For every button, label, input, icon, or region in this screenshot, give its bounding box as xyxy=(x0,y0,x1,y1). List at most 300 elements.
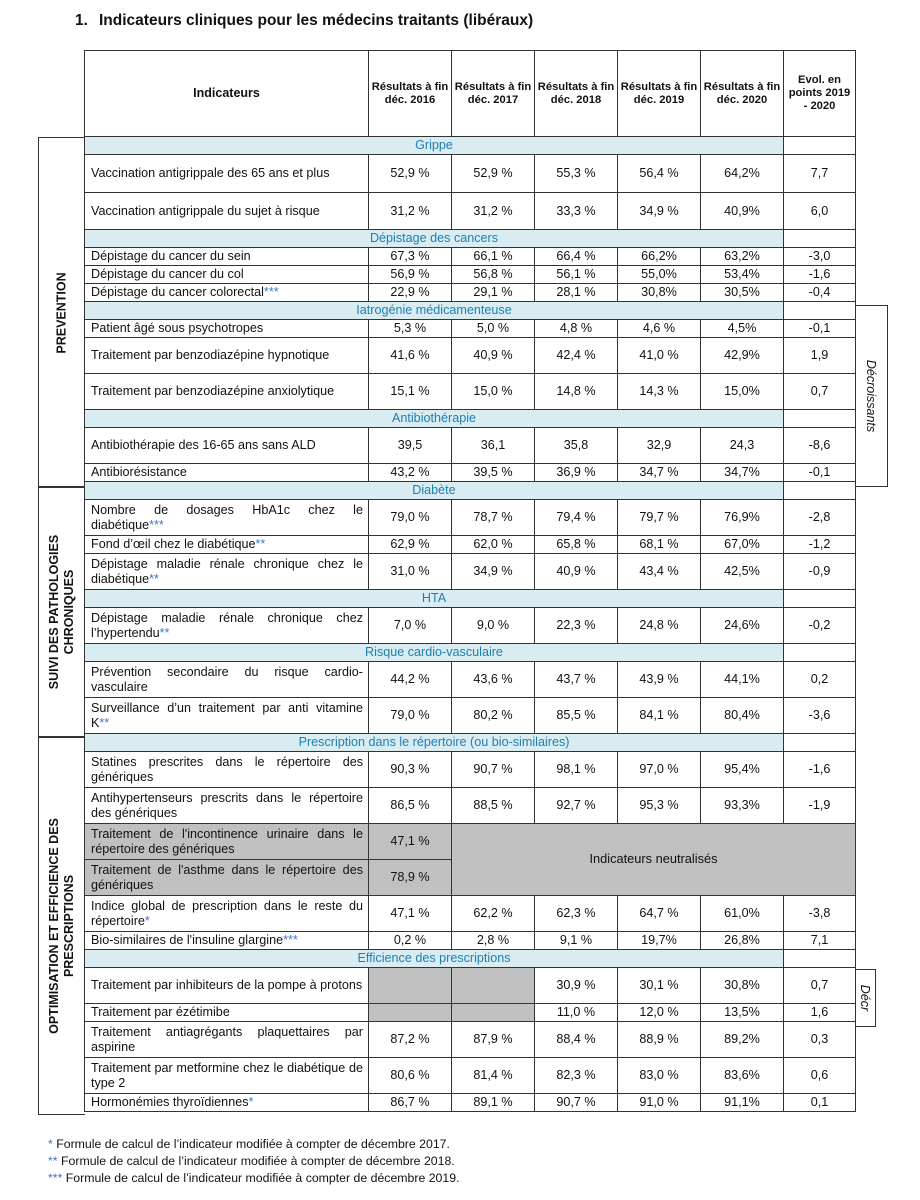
row-label xyxy=(85,698,369,734)
cell-2020: 95,4% xyxy=(701,752,784,788)
cell-2020: 89,2% xyxy=(701,1022,784,1058)
cell-2018: 90,7 % xyxy=(535,1094,618,1112)
cell-evol: -0,1 xyxy=(784,320,856,338)
row-label xyxy=(85,248,369,266)
section-row xyxy=(85,410,856,428)
row-label-text: Antibiorésistance xyxy=(91,465,187,480)
cell-2018: 79,4 % xyxy=(535,500,618,536)
cell-2019: 97,0 % xyxy=(618,752,701,788)
row-label xyxy=(85,338,369,374)
cell-evol: -3,0 xyxy=(784,248,856,266)
row-label-text: Dépistage maladie rénale chronique chez l’hypertendu xyxy=(91,611,363,640)
table-row xyxy=(85,428,856,464)
section-spacer xyxy=(784,410,856,428)
row-label-text: Traitement antiagrégants plaquettaires par aspirine xyxy=(91,1025,363,1054)
row-star: ** xyxy=(99,715,110,730)
cell-evol: 7,1 xyxy=(784,932,856,950)
table-row xyxy=(85,752,856,788)
cell-evol: -1,2 xyxy=(784,536,856,554)
table-row xyxy=(85,536,856,554)
cell-2019: 79,7 % xyxy=(618,500,701,536)
cell-evol: 7,7 xyxy=(784,155,856,193)
cell-2017: 36,1 xyxy=(452,428,535,464)
cell-evol: 0,1 xyxy=(784,1094,856,1112)
cell-2017: 88,5 % xyxy=(452,788,535,824)
cell-2016: 86,5 % xyxy=(369,788,452,824)
cell-2017: 43,6 % xyxy=(452,662,535,698)
cell-2020: 67,0% xyxy=(701,536,784,554)
table-row xyxy=(85,788,856,824)
row-label-text: Traitement par ézétimibe xyxy=(91,1005,230,1020)
table-row xyxy=(85,1022,856,1058)
cell-2018: 35,8 xyxy=(535,428,618,464)
cell-2017: 29,1 % xyxy=(452,284,535,302)
page-title xyxy=(75,12,533,30)
cell-2016: 31,0 % xyxy=(369,554,452,590)
footnote-text: Formule de calcul de l’indicateur modifiée à compter de décembre 2018. xyxy=(61,1154,455,1168)
cell-2019: 34,7 % xyxy=(618,464,701,482)
cell-2017: 40,9 % xyxy=(452,338,535,374)
row-label-text: Traitement par benzodiazépine anxiolytique xyxy=(91,384,335,399)
row-star: *** xyxy=(283,933,298,948)
table-row xyxy=(85,1004,856,1022)
decr-label: Décr xyxy=(858,984,872,1012)
footnote-text: Formule de calcul de l’indicateur modifiée à compter de décembre 2019. xyxy=(65,1171,460,1185)
neutralized-cell: Indicateurs neutralisés xyxy=(452,824,856,896)
row-star: *** xyxy=(263,285,279,300)
cell-2019: 91,0 % xyxy=(618,1094,701,1112)
table-row xyxy=(85,248,856,266)
row-label-text: Statines prescrites dans le répertoire des génériques xyxy=(91,755,363,784)
group-optim-line1: OPTIMISATION ET EFFICIENCE DES xyxy=(47,817,61,1034)
table-row xyxy=(85,608,856,644)
cell-2019: 19,7% xyxy=(618,932,701,950)
cell-2018: 42,4 % xyxy=(535,338,618,374)
row-label xyxy=(85,1058,369,1094)
cell-2020: 64,2% xyxy=(701,155,784,193)
group-prevention xyxy=(38,137,85,488)
decroissants-label: Décroissants xyxy=(864,359,878,433)
cell-evol: -0,1 xyxy=(784,464,856,482)
footnote-text: Formule de calcul de l’indicateur modifiée à compter de décembre 2017. xyxy=(56,1137,450,1151)
group-suivi xyxy=(38,486,85,738)
cell-2017: 89,1 % xyxy=(452,1094,535,1112)
row-label xyxy=(85,968,369,1004)
group-optim-line2: PRESCRIPTIONS xyxy=(62,874,76,977)
cell-2018: 56,1 % xyxy=(535,266,618,284)
row-label-text: Hormonémies thyroïdiennes xyxy=(91,1095,249,1110)
cell-2017: 90,7 % xyxy=(452,752,535,788)
cell-2020: 4,5% xyxy=(701,320,784,338)
table-row xyxy=(85,932,856,950)
cell-2020: 44,1% xyxy=(701,662,784,698)
cell-2017: 66,1 % xyxy=(452,248,535,266)
cell-2019: 41,0 % xyxy=(618,338,701,374)
row-star: * xyxy=(144,913,150,928)
cell-evol: 0,2 xyxy=(784,662,856,698)
table-row xyxy=(85,698,856,734)
table-row xyxy=(85,500,856,536)
header-2020: Résultats à fin déc. 2020 xyxy=(701,51,784,137)
row-label-text: Vaccination antigrippale des 65 ans et plus xyxy=(91,166,330,181)
row-label xyxy=(85,554,369,590)
row-label xyxy=(85,608,369,644)
cell-2016-empty xyxy=(369,968,452,1004)
cell-2017: 62,2 % xyxy=(452,896,535,932)
cell-2017: 87,9 % xyxy=(452,1022,535,1058)
row-star: ** xyxy=(149,571,159,586)
cell-2017: 9,0 % xyxy=(452,608,535,644)
footnote xyxy=(48,1170,460,1187)
cell-2020: 91,1% xyxy=(701,1094,784,1112)
table-row xyxy=(85,155,856,193)
cell-2016: 86,7 % xyxy=(369,1094,452,1112)
row-label-text: Vaccination antigrippale du sujet à risque xyxy=(91,203,320,218)
cell-2016: 62,9 % xyxy=(369,536,452,554)
row-label-text: Dépistage du cancer colorectal xyxy=(91,285,264,300)
cell-evol: 0,7 xyxy=(784,374,856,410)
cell-2020: 76,9% xyxy=(701,500,784,536)
table-row xyxy=(85,464,856,482)
section-spacer xyxy=(784,482,856,500)
section-spacer xyxy=(784,590,856,608)
cell-2016: 47,1 % xyxy=(369,824,452,860)
header-evol: Evol. en points 2019 - 2020 xyxy=(784,51,856,137)
row-label xyxy=(85,374,369,410)
section-depistage: Dépistage des cancers xyxy=(85,230,784,248)
section-row xyxy=(85,482,856,500)
cell-2020: 93,3% xyxy=(701,788,784,824)
group-suivi-line1: SUIVI DES PATHOLOGIES xyxy=(47,534,61,690)
cell-2016: 56,9 % xyxy=(369,266,452,284)
indicators-table xyxy=(84,50,856,1112)
cell-2018: 92,7 % xyxy=(535,788,618,824)
row-label xyxy=(85,896,369,932)
section-row xyxy=(85,302,856,320)
row-star: ** xyxy=(159,625,170,640)
cell-evol: -8,6 xyxy=(784,428,856,464)
cell-2016: 22,9 % xyxy=(369,284,452,302)
cell-2019: 55,0% xyxy=(618,266,701,284)
row-label xyxy=(85,500,369,536)
cell-2017: 39,5 % xyxy=(452,464,535,482)
cell-2018: 98,1 % xyxy=(535,752,618,788)
cell-2020: 13,5% xyxy=(701,1004,784,1022)
section-iatrogenie: Iatrogénie médicamenteuse xyxy=(85,302,784,320)
table-row xyxy=(85,1058,856,1094)
cell-evol: -3,6 xyxy=(784,698,856,734)
cell-2020: 40,9% xyxy=(701,193,784,230)
section-spacer xyxy=(784,137,856,155)
cell-2017: 81,4 % xyxy=(452,1058,535,1094)
group-decr xyxy=(855,969,876,1027)
section-risque: Risque cardio-vasculaire xyxy=(85,644,784,662)
header-indicateurs: Indicateurs xyxy=(85,51,369,137)
table-row xyxy=(85,284,856,302)
group-suivi-line2: CHRONIQUES xyxy=(62,569,76,655)
cell-2018: 40,9 % xyxy=(535,554,618,590)
cell-evol: 0,6 xyxy=(784,1058,856,1094)
cell-2018: 36,9 % xyxy=(535,464,618,482)
cell-evol: -2,8 xyxy=(784,500,856,536)
cell-evol: 1,9 xyxy=(784,338,856,374)
section-row xyxy=(85,950,856,968)
cell-2018: 11,0 % xyxy=(535,1004,618,1022)
cell-2020: 80,4% xyxy=(701,698,784,734)
cell-2016: 0,2 % xyxy=(369,932,452,950)
row-label-text: Traitement par inhibiteurs de la pompe à protons xyxy=(91,978,363,993)
section-hta: HTA xyxy=(85,590,784,608)
cell-2016: 90,3 % xyxy=(369,752,452,788)
section-row xyxy=(85,590,856,608)
cell-2020: 53,4% xyxy=(701,266,784,284)
cell-2020: 30,5% xyxy=(701,284,784,302)
row-label-text: Dépistage maladie rénale chronique chez le diabétique xyxy=(91,557,363,586)
cell-2019: 43,9 % xyxy=(618,662,701,698)
cell-2016: 43,2 % xyxy=(369,464,452,482)
cell-evol: -1,9 xyxy=(784,788,856,824)
row-label-text: Surveillance d’un traitement par anti vitamine K xyxy=(91,701,363,730)
row-label xyxy=(85,824,369,860)
cell-2018: 33,3 % xyxy=(535,193,618,230)
cell-evol: 0,7 xyxy=(784,968,856,1004)
table-row xyxy=(85,338,856,374)
cell-2019: 66,2% xyxy=(618,248,701,266)
section-row xyxy=(85,644,856,662)
section-diabete: Diabète xyxy=(85,482,784,500)
row-label-text: Dépistage du cancer du col xyxy=(91,267,244,282)
section-spacer xyxy=(784,734,856,752)
cell-2017: 80,2 % xyxy=(452,698,535,734)
cell-2020: 61,0% xyxy=(701,896,784,932)
section-grippe: Grippe xyxy=(85,137,784,155)
cell-2018: 66,4 % xyxy=(535,248,618,266)
cell-2016: 39,5 xyxy=(369,428,452,464)
row-label xyxy=(85,1022,369,1058)
section-prescription: Prescription dans le répertoire (ou bio-similaires) xyxy=(85,734,784,752)
row-label-text: Prévention secondaire du risque cardio-vasculaire xyxy=(91,665,363,694)
row-label xyxy=(85,752,369,788)
row-label xyxy=(85,428,369,464)
cell-2018: 55,3 % xyxy=(535,155,618,193)
section-spacer xyxy=(784,230,856,248)
cell-2017: 15,0 % xyxy=(452,374,535,410)
cell-evol: -0,4 xyxy=(784,284,856,302)
cell-2019: 30,8% xyxy=(618,284,701,302)
cell-2018: 43,7 % xyxy=(535,662,618,698)
row-label-text: Traitement par benzodiazépine hypnotique xyxy=(91,348,330,363)
cell-2020: 24,6% xyxy=(701,608,784,644)
cell-evol: -0,2 xyxy=(784,608,856,644)
row-star: *** xyxy=(149,517,164,532)
group-optim-label xyxy=(47,818,77,1034)
cell-2020: 34,7% xyxy=(701,464,784,482)
cell-2016: 15,1 % xyxy=(369,374,452,410)
row-label-text: Indice global de prescription dans le reste du répertoire xyxy=(91,899,363,928)
cell-2020: 42,9% xyxy=(701,338,784,374)
cell-2016: 79,0 % xyxy=(369,500,452,536)
cell-2017-empty xyxy=(452,1004,535,1022)
cell-2018: 28,1 % xyxy=(535,284,618,302)
cell-evol: -0,9 xyxy=(784,554,856,590)
table-row xyxy=(85,896,856,932)
cell-2018: 22,3 % xyxy=(535,608,618,644)
cell-2018: 85,5 % xyxy=(535,698,618,734)
row-label-text: Bio-similaires de l'insuline glargine xyxy=(91,933,284,948)
cell-2017: 62,0 % xyxy=(452,536,535,554)
cell-2019: 83,0 % xyxy=(618,1058,701,1094)
row-label xyxy=(85,284,369,302)
cell-2016: 78,9 % xyxy=(369,860,452,896)
cell-evol: -3,8 xyxy=(784,896,856,932)
row-label-text: Antibiothérapie des 16-65 ans sans ALD xyxy=(91,438,316,453)
table-row xyxy=(85,1094,856,1112)
row-label xyxy=(85,932,369,950)
cell-2020: 83,6% xyxy=(701,1058,784,1094)
indicators-table-wrap xyxy=(84,50,856,1112)
row-label-text: Antihypertenseurs prescrits dans le répertoire des génériques xyxy=(91,791,363,820)
row-label xyxy=(85,1094,369,1112)
cell-2019: 64,7 % xyxy=(618,896,701,932)
cell-2017: 52,9 % xyxy=(452,155,535,193)
cell-2016: 31,2 % xyxy=(369,193,452,230)
row-label-text: Traitement de l'incontinence urinaire dans le répertoire des génériques xyxy=(91,827,363,856)
cell-2017: 31,2 % xyxy=(452,193,535,230)
cell-2019: 95,3 % xyxy=(618,788,701,824)
group-suivi-label xyxy=(47,535,77,689)
table-row xyxy=(85,320,856,338)
row-label xyxy=(85,193,369,230)
section-row xyxy=(85,734,856,752)
header-row xyxy=(85,51,856,137)
cell-2019: 43,4 % xyxy=(618,554,701,590)
footnote xyxy=(48,1136,460,1153)
cell-2018: 9,1 % xyxy=(535,932,618,950)
cell-2019: 88,9 % xyxy=(618,1022,701,1058)
cell-2019: 56,4 % xyxy=(618,155,701,193)
row-label xyxy=(85,1004,369,1022)
section-spacer xyxy=(784,302,856,320)
cell-2017-empty xyxy=(452,968,535,1004)
cell-2019: 34,9 % xyxy=(618,193,701,230)
cell-2019: 12,0 % xyxy=(618,1004,701,1022)
cell-2017: 56,8 % xyxy=(452,266,535,284)
cell-2019: 68,1 % xyxy=(618,536,701,554)
row-label-text: Patient âgé sous psychotropes xyxy=(91,321,264,336)
row-label-text: Fond d’œil chez le diabétique xyxy=(91,537,256,552)
row-label xyxy=(85,266,369,284)
header-2019: Résultats à fin déc. 2019 xyxy=(618,51,701,137)
table-row xyxy=(85,374,856,410)
row-label-text: Dépistage du cancer du sein xyxy=(91,249,251,264)
cell-2018: 65,8 % xyxy=(535,536,618,554)
section-antibio: Antibiothérapie xyxy=(85,410,784,428)
cell-2017: 78,7 % xyxy=(452,500,535,536)
cell-2019: 32,9 xyxy=(618,428,701,464)
cell-2019: 24,8 % xyxy=(618,608,701,644)
table-row xyxy=(85,554,856,590)
title-text: Indicateurs cliniques pour les médecins traitants (libéraux) xyxy=(99,12,534,29)
footnotes xyxy=(48,1136,460,1187)
row-label xyxy=(85,860,369,896)
section-row xyxy=(85,230,856,248)
section-spacer xyxy=(784,644,856,662)
header-2017: Résultats à fin déc. 2017 xyxy=(452,51,535,137)
header-2018: Résultats à fin déc. 2018 xyxy=(535,51,618,137)
cell-2016: 5,3 % xyxy=(369,320,452,338)
group-decroissants xyxy=(855,305,888,487)
row-label-text: Traitement de l'asthme dans le répertoire des génériques xyxy=(91,863,363,892)
cell-2016: 79,0 % xyxy=(369,698,452,734)
cell-2020: 26,8% xyxy=(701,932,784,950)
section-row xyxy=(85,137,856,155)
cell-2020: 63,2% xyxy=(701,248,784,266)
section-efficience: Efficience des prescriptions xyxy=(85,950,784,968)
footnote-mark: *** xyxy=(48,1171,63,1185)
cell-evol: -1,6 xyxy=(784,266,856,284)
table-row xyxy=(85,968,856,1004)
cell-2019: 84,1 % xyxy=(618,698,701,734)
row-label xyxy=(85,788,369,824)
table-row xyxy=(85,662,856,698)
cell-2016: 44,2 % xyxy=(369,662,452,698)
cell-2019: 14,3 % xyxy=(618,374,701,410)
cell-2016: 80,6 % xyxy=(369,1058,452,1094)
row-label-text: Nombre de dosages HbA1c chez le diabétique xyxy=(91,503,363,532)
cell-2018: 82,3 % xyxy=(535,1058,618,1094)
cell-2020: 24,3 xyxy=(701,428,784,464)
cell-2016: 41,6 % xyxy=(369,338,452,374)
row-star: * xyxy=(248,1095,254,1110)
cell-2016: 67,3 % xyxy=(369,248,452,266)
row-label xyxy=(85,662,369,698)
row-label-text: Traitement par metformine chez le diabétique de type 2 xyxy=(91,1061,363,1090)
row-star: ** xyxy=(255,537,266,552)
cell-2016: 87,2 % xyxy=(369,1022,452,1058)
cell-2020: 15,0% xyxy=(701,374,784,410)
group-optimisation xyxy=(38,736,85,1115)
cell-2020: 30,8% xyxy=(701,968,784,1004)
cell-2016: 47,1 % xyxy=(369,896,452,932)
footnote-mark: * xyxy=(48,1137,53,1151)
cell-2020: 42,5% xyxy=(701,554,784,590)
row-label xyxy=(85,155,369,193)
cell-2016-empty xyxy=(369,1004,452,1022)
cell-2016: 52,9 % xyxy=(369,155,452,193)
cell-2019: 4,6 % xyxy=(618,320,701,338)
cell-evol: 1,6 xyxy=(784,1004,856,1022)
cell-evol: 0,3 xyxy=(784,1022,856,1058)
row-label xyxy=(85,320,369,338)
cell-2017: 2,8 % xyxy=(452,932,535,950)
cell-2017: 34,9 % xyxy=(452,554,535,590)
footnote-mark: ** xyxy=(48,1154,58,1168)
table-row xyxy=(85,824,856,860)
cell-2018: 30,9 % xyxy=(535,968,618,1004)
row-label xyxy=(85,464,369,482)
cell-evol: -1,6 xyxy=(784,752,856,788)
group-prevention-label: PREVENTION xyxy=(54,271,69,354)
cell-evol: 6,0 xyxy=(784,193,856,230)
header-2016: Résultats à fin déc. 2016 xyxy=(369,51,452,137)
cell-2018: 88,4 % xyxy=(535,1022,618,1058)
cell-2019: 30,1 % xyxy=(618,968,701,1004)
table-row xyxy=(85,193,856,230)
footnote xyxy=(48,1153,460,1170)
table-row xyxy=(85,266,856,284)
cell-2018: 14,8 % xyxy=(535,374,618,410)
title-number: 1. xyxy=(75,12,88,29)
